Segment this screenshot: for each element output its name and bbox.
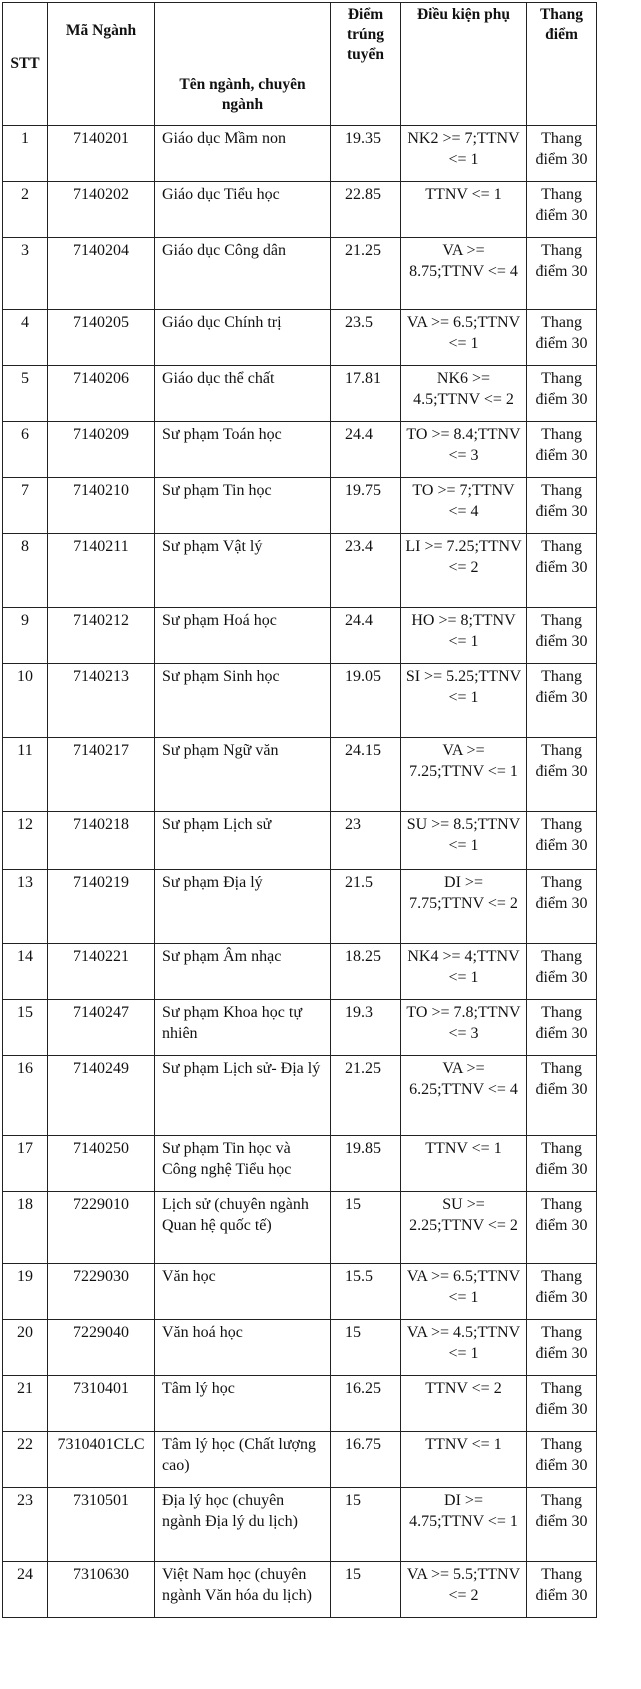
row-condition: SU >= 8.5;TTNV <= 1 — [401, 812, 527, 870]
row-major-code: 7140221 — [48, 944, 155, 1000]
table-row — [3, 422, 597, 478]
row-scale: Thang điểm 30 — [527, 870, 597, 944]
row-stt: 15 — [3, 1000, 48, 1056]
row-major-name: Giáo dục thể chất — [155, 366, 331, 422]
table-row — [3, 1432, 597, 1488]
row-condition: TO >= 8.4;TTNV <= 3 — [401, 422, 527, 478]
table-row — [3, 182, 597, 238]
row-major-name: Sư phạm Toán học — [155, 422, 331, 478]
row-score: 18.25 — [331, 944, 401, 1000]
table-row — [3, 366, 597, 422]
row-stt: 14 — [3, 944, 48, 1000]
row-scale: Thang điểm 30 — [527, 664, 597, 738]
row-condition: VA >= 7.25;TTNV <= 1 — [401, 738, 527, 812]
row-major-name: Lịch sử (chuyên ngành Quan hệ quốc tế) — [155, 1192, 331, 1264]
row-score: 23.5 — [331, 310, 401, 366]
row-stt: 6 — [3, 422, 48, 478]
row-major-name: Giáo dục Chính trị — [155, 310, 331, 366]
row-major-code: 7140247 — [48, 1000, 155, 1056]
row-stt: 3 — [3, 238, 48, 310]
row-major-name: Địa lý học (chuyên ngành Địa lý du lịch) — [155, 1488, 331, 1562]
row-scale: Thang điểm 30 — [527, 1000, 597, 1056]
row-stt: 7 — [3, 478, 48, 534]
row-condition: DI >= 4.75;TTNV <= 1 — [401, 1488, 527, 1562]
row-major-name: Sư phạm Hoá học — [155, 608, 331, 664]
header-stt: STT — [3, 3, 48, 126]
row-score: 19.75 — [331, 478, 401, 534]
row-stt: 17 — [3, 1136, 48, 1192]
row-major-code: 7140217 — [48, 738, 155, 812]
row-score: 24.4 — [331, 608, 401, 664]
row-major-name: Sư phạm Âm nhạc — [155, 944, 331, 1000]
row-score: 15 — [331, 1320, 401, 1376]
row-condition: DI >= 7.75;TTNV <= 2 — [401, 870, 527, 944]
row-scale: Thang điểm 30 — [527, 1376, 597, 1432]
row-stt: 12 — [3, 812, 48, 870]
row-stt: 10 — [3, 664, 48, 738]
row-condition: VA >= 5.5;TTNV <= 2 — [401, 1562, 527, 1618]
row-stt: 5 — [3, 366, 48, 422]
table-row — [3, 238, 597, 310]
row-condition: SU >= 2.25;TTNV <= 2 — [401, 1192, 527, 1264]
row-major-name: Sư phạm Ngữ văn — [155, 738, 331, 812]
row-major-code: 7140249 — [48, 1056, 155, 1136]
row-condition: LI >= 7.25;TTNV <= 2 — [401, 534, 527, 608]
row-major-code: 7140201 — [48, 126, 155, 182]
row-major-code: 7229010 — [48, 1192, 155, 1264]
row-scale: Thang điểm 30 — [527, 310, 597, 366]
table-row — [3, 1488, 597, 1562]
row-stt: 8 — [3, 534, 48, 608]
table-row — [3, 1376, 597, 1432]
row-major-name: Giáo dục Mầm non — [155, 126, 331, 182]
row-major-code: 7310501 — [48, 1488, 155, 1562]
row-stt: 23 — [3, 1488, 48, 1562]
header-score: Điểm trúng tuyển — [331, 3, 401, 126]
row-score: 17.81 — [331, 366, 401, 422]
header-condition: Điều kiện phụ — [401, 3, 527, 126]
row-major-name: Sư phạm Tin học và Công nghệ Tiểu học — [155, 1136, 331, 1192]
row-score: 16.75 — [331, 1432, 401, 1488]
row-score: 15 — [331, 1488, 401, 1562]
row-scale: Thang điểm 30 — [527, 1432, 597, 1488]
row-major-name: Sư phạm Khoa học tự nhiên — [155, 1000, 331, 1056]
row-score: 23.4 — [331, 534, 401, 608]
table-row — [3, 310, 597, 366]
row-score: 23 — [331, 812, 401, 870]
row-major-name: Tâm lý học — [155, 1376, 331, 1432]
row-condition: TO >= 7;TTNV <= 4 — [401, 478, 527, 534]
table-row — [3, 1056, 597, 1136]
header-scale: Thang điểm — [527, 3, 597, 126]
row-stt: 9 — [3, 608, 48, 664]
row-scale: Thang điểm 30 — [527, 608, 597, 664]
row-scale: Thang điểm 30 — [527, 944, 597, 1000]
table-row — [3, 608, 597, 664]
row-condition: VA >= 8.75;TTNV <= 4 — [401, 238, 527, 310]
row-score: 15 — [331, 1192, 401, 1264]
row-scale: Thang điểm 30 — [527, 812, 597, 870]
row-major-name: Tâm lý học (Chất lượng cao) — [155, 1432, 331, 1488]
row-stt: 1 — [3, 126, 48, 182]
row-stt: 19 — [3, 1264, 48, 1320]
row-major-name: Sư phạm Sinh học — [155, 664, 331, 738]
row-major-code: 7140210 — [48, 478, 155, 534]
row-major-name: Việt Nam học (chuyên ngành Văn hóa du lịch) — [155, 1562, 331, 1618]
row-score: 21.5 — [331, 870, 401, 944]
row-scale: Thang điểm 30 — [527, 126, 597, 182]
row-major-code: 7140250 — [48, 1136, 155, 1192]
row-scale: Thang điểm 30 — [527, 238, 597, 310]
row-scale: Thang điểm 30 — [527, 1320, 597, 1376]
row-condition: VA >= 4.5;TTNV <= 1 — [401, 1320, 527, 1376]
table-row — [3, 478, 597, 534]
row-scale: Thang điểm 30 — [527, 1264, 597, 1320]
row-score: 22.85 — [331, 182, 401, 238]
row-scale: Thang điểm 30 — [527, 738, 597, 812]
row-condition: TTNV <= 2 — [401, 1376, 527, 1432]
row-major-name: Sư phạm Tin học — [155, 478, 331, 534]
admission-scores-table — [2, 2, 597, 1618]
row-major-name: Văn học — [155, 1264, 331, 1320]
row-condition: NK6 >= 4.5;TTNV <= 2 — [401, 366, 527, 422]
row-major-code: 7140206 — [48, 366, 155, 422]
row-stt: 20 — [3, 1320, 48, 1376]
row-major-name: Sư phạm Địa lý — [155, 870, 331, 944]
row-major-code: 7140219 — [48, 870, 155, 944]
table-row — [3, 1562, 597, 1618]
table-row — [3, 664, 597, 738]
row-major-code: 7140212 — [48, 608, 155, 664]
row-condition: TTNV <= 1 — [401, 1136, 527, 1192]
row-stt: 11 — [3, 738, 48, 812]
row-scale: Thang điểm 30 — [527, 366, 597, 422]
table-row — [3, 1000, 597, 1056]
row-condition: VA >= 6.25;TTNV <= 4 — [401, 1056, 527, 1136]
row-stt: 16 — [3, 1056, 48, 1136]
row-score: 21.25 — [331, 238, 401, 310]
row-condition: VA >= 6.5;TTNV <= 1 — [401, 310, 527, 366]
row-score: 16.25 — [331, 1376, 401, 1432]
header-code: Mã Ngành — [48, 3, 155, 126]
row-major-name: Sư phạm Vật lý — [155, 534, 331, 608]
row-major-code: 7140213 — [48, 664, 155, 738]
table-row — [3, 534, 597, 608]
row-major-code: 7310401CLC — [48, 1432, 155, 1488]
row-major-code: 7310401 — [48, 1376, 155, 1432]
row-major-name: Giáo dục Tiểu học — [155, 182, 331, 238]
row-major-code: 7140204 — [48, 238, 155, 310]
row-scale: Thang điểm 30 — [527, 182, 597, 238]
row-score: 15.5 — [331, 1264, 401, 1320]
table-row — [3, 738, 597, 812]
table-row — [3, 126, 597, 182]
row-score: 19.85 — [331, 1136, 401, 1192]
row-score: 15 — [331, 1562, 401, 1618]
row-stt: 18 — [3, 1192, 48, 1264]
row-major-name: Sư phạm Lịch sử- Địa lý — [155, 1056, 331, 1136]
row-score: 21.25 — [331, 1056, 401, 1136]
table-row — [3, 1136, 597, 1192]
row-major-code: 7140209 — [48, 422, 155, 478]
row-condition: TO >= 7.8;TTNV <= 3 — [401, 1000, 527, 1056]
row-major-code: 7140202 — [48, 182, 155, 238]
row-scale: Thang điểm 30 — [527, 534, 597, 608]
row-major-name: Văn hoá học — [155, 1320, 331, 1376]
row-scale: Thang điểm 30 — [527, 1136, 597, 1192]
row-major-code: 7140218 — [48, 812, 155, 870]
row-stt: 4 — [3, 310, 48, 366]
table-row — [3, 1320, 597, 1376]
row-scale: Thang điểm 30 — [527, 1056, 597, 1136]
row-major-name: Sư phạm Lịch sử — [155, 812, 331, 870]
table-row — [3, 1264, 597, 1320]
row-scale: Thang điểm 30 — [527, 478, 597, 534]
row-score: 19.05 — [331, 664, 401, 738]
header-name: Tên ngành, chuyên ngành — [155, 3, 331, 126]
row-condition: TTNV <= 1 — [401, 1432, 527, 1488]
row-stt: 21 — [3, 1376, 48, 1432]
row-major-code: 7229040 — [48, 1320, 155, 1376]
row-condition: NK4 >= 4;TTNV <= 1 — [401, 944, 527, 1000]
row-scale: Thang điểm 30 — [527, 1562, 597, 1618]
row-score: 19.35 — [331, 126, 401, 182]
row-condition: TTNV <= 1 — [401, 182, 527, 238]
row-scale: Thang điểm 30 — [527, 1488, 597, 1562]
row-score: 24.15 — [331, 738, 401, 812]
table-row — [3, 1192, 597, 1264]
row-scale: Thang điểm 30 — [527, 1192, 597, 1264]
row-stt: 24 — [3, 1562, 48, 1618]
row-major-code: 7140205 — [48, 310, 155, 366]
row-stt: 2 — [3, 182, 48, 238]
row-major-code: 7140211 — [48, 534, 155, 608]
table-row — [3, 944, 597, 1000]
table-row — [3, 870, 597, 944]
row-stt: 13 — [3, 870, 48, 944]
row-major-name: Giáo dục Công dân — [155, 238, 331, 310]
table-header-row — [3, 3, 597, 126]
row-scale: Thang điểm 30 — [527, 422, 597, 478]
row-condition: VA >= 6.5;TTNV <= 1 — [401, 1264, 527, 1320]
row-stt: 22 — [3, 1432, 48, 1488]
row-condition: NK2 >= 7;TTNV <= 1 — [401, 126, 527, 182]
row-major-code: 7229030 — [48, 1264, 155, 1320]
table-row — [3, 812, 597, 870]
row-condition: HO >= 8;TTNV <= 1 — [401, 608, 527, 664]
row-major-code: 7310630 — [48, 1562, 155, 1618]
row-score: 24.4 — [331, 422, 401, 478]
row-score: 19.3 — [331, 1000, 401, 1056]
row-condition: SI >= 5.25;TTNV <= 1 — [401, 664, 527, 738]
